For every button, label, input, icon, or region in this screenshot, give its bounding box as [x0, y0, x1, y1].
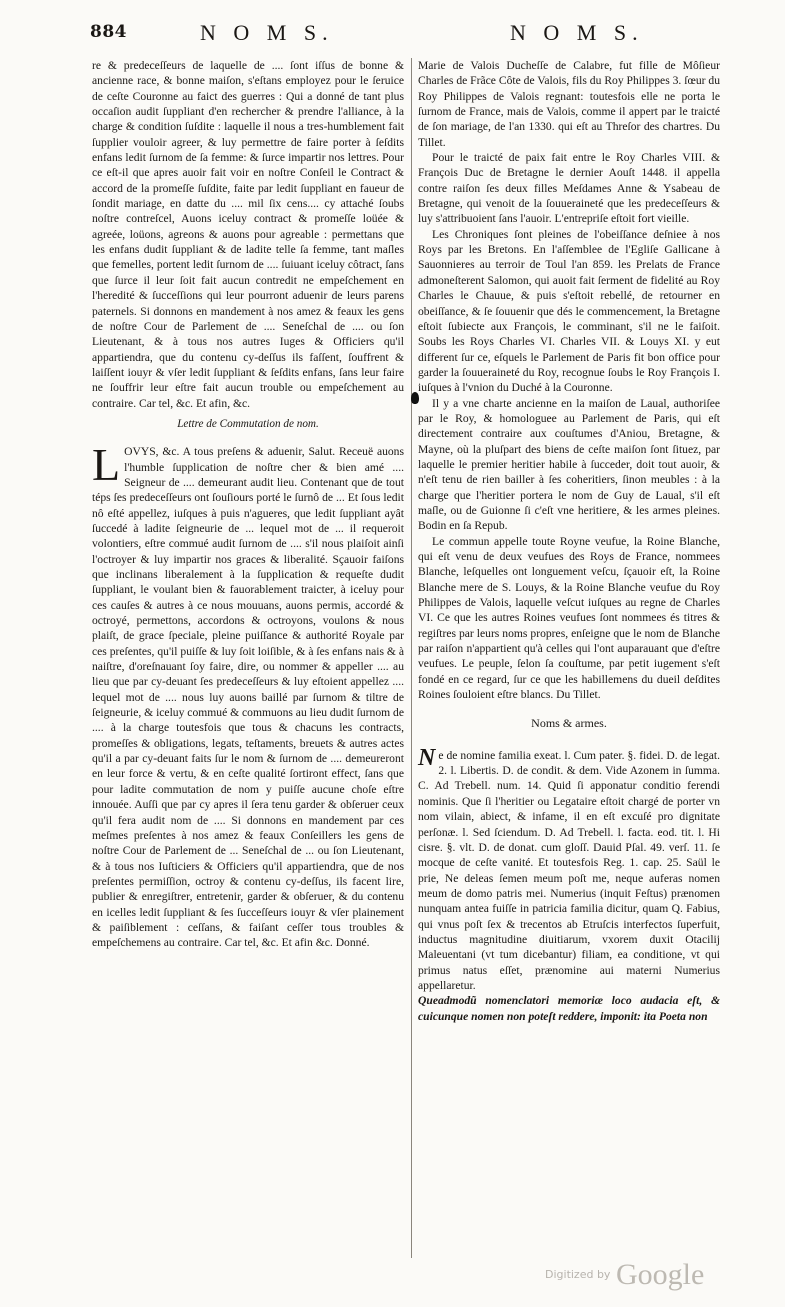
right-column: [418, 58, 720, 1024]
dropcap-n: N: [418, 744, 436, 771]
page-number: 884: [90, 22, 127, 42]
dropcap-l: L: [92, 439, 121, 491]
right-paragraph-2: Pour le traicté de paix fait entre le Roy Charles VIII. & François Duc de Bretagne le dernier Aouſt 1448. il appella contre raiſon ſes deux filles Meſdames Anne & Ysabeau de Bretagne, qui venoit de la ſouueraineté que les predeceſſeurs & luy s'attribuoient ſans l'auoir. L'entrepriſe eſtoit fort vieille.: [418, 151, 720, 226]
right-paragraph-5: Le commun appelle toute Royne veufue, la Roine Blanche, qui eſt venu de deux veufues des Roys de France, nommees Blanche, leſquelles ont longuement veſcu, ſçauoir eſt, la Roine Blanche mere de S. Louys, & la Roine Blanche veufue du Roy Philippes de Valois, laquelle veſcut iuſques au regne de Charles VI. Ce que les autres Roines veufues ſont nommees és titres & regiſtres par leurs noms propres, enſeigne que le nom de Blanche par raiſon n'appartient qu'à celles qui l'ont auparauant que d'eſtre veufues. Le peuple, ſelon ſa couſtume, par petit iugement s'eſt fondé en ce regard, ſur ce que les habillemens du dueil deſdites Roines ſouloient eſtre blancs. Du Tillet.: [418, 534, 720, 702]
section-heading: Noms & armes.: [531, 716, 607, 731]
left-paragraph-1: re & predeceſſeurs de laquelle de .... ſont iſſus de bonne & ancienne race, & bonne maiſon, s'eſtans employez pour le ſeruice de ceſte Couronne au faict des guerres : Qui a donné de tant plus occaſion audit ſuppliant d'en rechercher & prendre l'alliance, à la charge & condition ſuſdite : laquelle il nous a tres-humblement fait ſupplier vouloir agreer, & luy permettre de faire porter à ſeſdits enfans ledit ſurnom de ſa femme: & ſurce impartir nos lettres. Pour ce eſt-il que apres auoir fait voir en noſtre Conſeil le Contract & accord de la promeſſe ſuſdite, faite par ledit ſuppliant en faueur de ſondit mariage, en datte du .... mil ſix cens.... cy attaché ſoubs noſtre contreſcel, Auons iceluy contract & promeſſe loüée & agreée, loüons, agreons & auons pour agreable : permettans que les enfans dudit ſuppliant & de ladite telle ſa femme, tant maſles que femelles, portent ledit ſurnom de .... ſuiuant iceluy côtract, ſans que ſurce il leur ſoit fait aucun contredit ne empeſchement en l'heredité & ſucceſſions qui leur pourront aduenir de leurs parens paternels. Si donnons en mandement à nos amez & feaux les gens de noſtre Cour de Parlement de .... Seneſchal de .... ou ſon Lieutenant, & à tous nos autres Iuges & Officiers qu'il appartiendra, que du contenu cy-deſſus ils faſſent, ſouffrent & laiſſent iouyr & vſer ledit ſuppliant & ſeſdits enfans, ſans leur faire ne ſouffrir leur eſtre fait aucun trouble ou empeſchement au contraire. Car tel, &c. Et afin, &c.: [92, 59, 404, 410]
letter-heading: Lettre de Commutation de nom.: [177, 417, 319, 430]
right-paragraph-1: Marie de Valois Ducheſſe de Calabre, fut fille de Môſieur Charles de Frãce Côte de Valois, fils du Roy Philippes 3. ſœur du Roy Philippes de Valois regnant: toutesfois elle ne porta le ſurnom de France, mais de Valois, comme il appert par le traicté de ſon mariage, de l'an 1330. qui eſt au Threſor des chartres. Du Tillet.: [418, 59, 720, 149]
right-paragraph-4: Il y a vne charte ancienne en la maiſon de Laual, authoriſee par le Roy, & homologuee au Parlement de Paris, qui eſt directement contraire aux couſtumes d'Aniou, Bretagne, & Mayne, où la pluſpart des biens de ceſte maiſon ſont ſituez, par laquelle le premier heritier habile à ſucceder, doit tout auoir, & n'eſt tenu de rien bailler à ſes coheritiers, ſinon meubles : à la charge que l'heritier portera le nom de Guy de Laual, s'il eſt maſle, ou de Guionne ſi c'eſt vne heritiere, & les armes pleines. Bodin en ſa Repub.: [418, 396, 720, 533]
running-head-left: N O M S.: [200, 20, 334, 45]
running-head-right: N O M S.: [510, 20, 644, 45]
left-column: [92, 58, 404, 951]
right-paragraph-6-text: e de nomine familia exeat. l. Cum pater. §. fidei. D. de legat. 2. l. Libertis. D. de condit. & dem. Vide Azonem in ſumma. C. Ad Trebell. num. 14. Quid ſi apponatur conditio ferendi nominis. Que ſi l'heritier ou Legataire eſtoit chargé de porter vn nom vilain, abiect, & infame, il en eſt excuſé pro dignitate perſonæ. l. Sed ſciendum. D. Ad Trebell. l. facta. eod. tit. l. Hi cisre. §. vlt. D. de donat. cum gloſſ. Dauid Pſal. 49. verſ. 11. ſe mocque de ceſte vanité. Et toutesfois Reg. 1. cap. 25. Saül le prie, Ne deleas ſemen meum poſt me, neque auferas nomen meum de domo patris mei. Numerius (inquit Feſtus) prænomen nunquam antea fuiſſe in patricia familia dicitur, quam Q. Fabius, qui vnus poſt ſex & trecentos ab Etruſcis interfectos ſuperfuit, inductus magnitudine diuitiarum, vxorem duxit Otacilij Maleuentani (vt tum dicebantur) filiam, ea conditione, vt qui primus natus eſſet, prænomine aui materni Numerius appellaretur.: [418, 748, 720, 992]
right-paragraph-3: Les Chroniques ſont pleines de l'obeiſſance deſniee à nos Roys par les Bretons. En l'aſſemblee de l'Egliſe Gallicane à Sauonnieres au terroir de Toul l'an 859. les Prelats de France admoneſterent Salomon, qui auoit fait ſerment de fidelité au Roy Charles le Chauue, & puis s'eſtoit rebellé, de retourner en obeiſſance, & ſe ſouuenir que dés le commencement, la Bretagne eſtoit ſubiecte aux François, le comminant, s'il ne le faiſoit. Soubs les Roys Charles VI. Charles VII. & Louys XI. y eut different ſur ce, eſquels le Parlement de Paris fit bon office pour garder la ſouueraineté du Roy, recognue ſoubs le Roy François I. iuſques à l'vnion du Duché à la Couronne.: [418, 227, 720, 395]
left-paragraph-2: [92, 439, 404, 950]
google-logo: Google: [615, 1258, 705, 1291]
page-end-text: Queadmodũ nomenclatori memoriæ loco audacia eſt, & cuicunque nomen non poteſt reddere, imponit: ita Poeta non: [418, 994, 720, 1023]
column-rule: [411, 58, 412, 1258]
watermark-prefix: Digitized by: [545, 1268, 611, 1281]
right-paragraph-6: [418, 744, 720, 994]
left-paragraph-2-text: OVYS, &c. A tous preſens & aduenir, Salut. Receuë auons l'humble ſupplication de noſtre cher & bien amé .... Seigneur de .... demeurant audit lieu. Contenant que de tout téps ſes predeceſſeurs ont ſouſiours porté le ſurnô de ... Et ſous ledit nô eſté appellez, iuſques à puis n'agueres, que ledit ſuppliant ayât ſuccedé à ladite ſeigneurie de ... lequel mot de ... il requeroit volontiers, eſtre commué audit ſurnom de .... s'il nous plaiſoit ainſi l'octroyer & luy impartir nos graces & liberalité. Sçauoir faiſons que inclinans liberalement à la ſupplication & requeſte dudit ſuppliant, le voulant bien & fauorablement traicter, à iceluy pour ces cauſes & autres à ce nous mouuans, auons permis, accordé & octroyé, permettons, accordons & octroyons, voulons & nous plaiſt, de grace ſpeciale, pleine puiſſance & authorité Royale par ces preſentes, qu'il puiſſe & luy ſoit loiſible, & à ſes enfans nais & à naiſtre, d'oreſnauant ſoy faire, dire, ou nommer & appeller .... au lieu que par cy-deuant ſes predeceſſeurs & luy eſtoient appellez .... lequel mot de .... nous luy auons baillé par ſurnom & tiltre de ſeigneurie, & iceluy commué & commuons au lieu dudit ſurnom de .... à la charge toutesfois que tous & chacuns les contracts, promeſſes & obligations, legats, teſtaments, breuets & autres actes qu'il a par cy-deuant faits ſur le nom & ſurnom de .... demeureront en leur force & vertu, & en ceſte qualité ſortiront effect, ſans que pour ladite commutation de nom y puiſſe aucune choſe eſtre innouée. Auſſi que par cy apres il ſera tenu garder & obſeruer ceux qu'il fera audit nom de .... Si donnons en mandement par ces meſmes preſentes à nos amez & feaux Conſeillers les gens de noſtre Cour de Parlement de ... Seneſchal de ... ou ſon Lieutenant, & à tous nos Iuſticiers & Officiers qu'il appartiendra, que de nos preſentes permiſſion, octroy & contenu cy-deſſus, ils facent lire, publier & enregiſtrer, entretenir, garder & obſeruer, & du contenu en icelles ledit ſuppliant & ſes ſucceſſeurs iouyr & vſer plainement & paiſiblement : ceſſans, & faiſant ceſſer tous troubles & empeſchemens au contraire. Car tel, &c. Et afin &c. Donné.: [92, 445, 404, 950]
digitized-watermark: [545, 1258, 704, 1292]
